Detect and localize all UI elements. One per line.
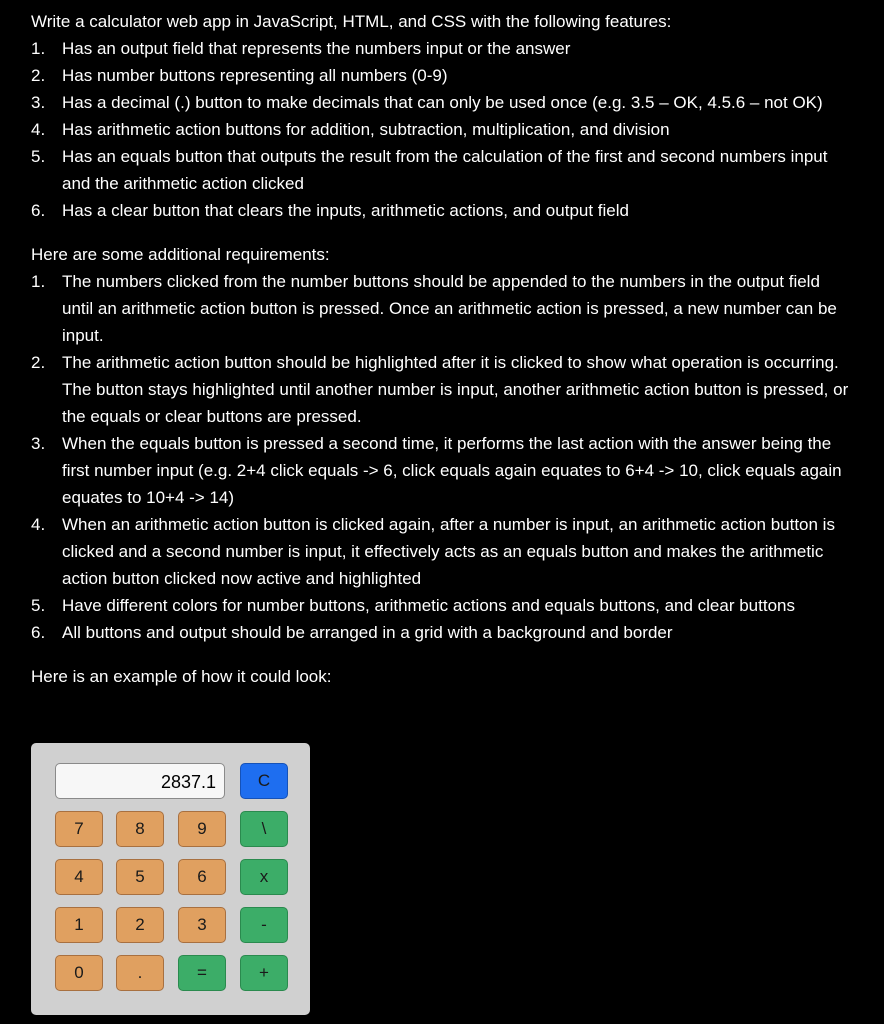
- prompt-document: [31, 8, 851, 690]
- list-text: Have different colors for number buttons, arithmetic actions and equals buttons, and clear buttons: [62, 596, 795, 615]
- list-number: 1.: [31, 272, 46, 291]
- list-item: [31, 511, 851, 592]
- decimal-button: .: [116, 955, 164, 991]
- list-item: [31, 35, 851, 62]
- clear-button: C: [240, 763, 288, 799]
- list-text: Has arithmetic action buttons for addition, subtraction, multiplication, and division: [62, 120, 670, 139]
- list-number: 5.: [31, 147, 46, 166]
- additional-list: [31, 268, 851, 646]
- digit-2-button: 2: [116, 907, 164, 943]
- list-number: 6.: [31, 201, 46, 220]
- list-text: Has an output field that represents the numbers input or the answer: [62, 39, 571, 58]
- list-text: The numbers clicked from the number buttons should be appended to the numbers in the output field until an arithmetic action button is pressed. Once an arithmetic action is pressed, a new number can be input.: [62, 272, 837, 345]
- list-item: [31, 430, 851, 511]
- list-number: 4.: [31, 515, 46, 534]
- list-text: The arithmetic action button should be highlighted after it is clicked to show what operation is occurring. The button stays highlighted until another number is input, another arithmetic action button is pressed, or the equals or clear buttons are pressed.: [62, 353, 849, 426]
- equals-button: =: [178, 955, 226, 991]
- list-text: When an arithmetic action button is clicked again, after a number is input, an arithmetic action button is clicked and a second number is input, it effectively acts as an equals button and makes the arithmetic action button clicked now active and highlighted: [62, 515, 835, 588]
- calculator-illustration: [31, 743, 310, 1015]
- digit-9-button: 9: [178, 811, 226, 847]
- calculator-display: 2837.1: [55, 763, 225, 799]
- list-item: [31, 143, 851, 197]
- example-heading: Here is an example of how it could look:: [31, 667, 332, 686]
- list-number: 6.: [31, 623, 46, 642]
- list-item: [31, 592, 851, 619]
- list-number: 3.: [31, 93, 46, 112]
- list-text: Has a clear button that clears the inputs, arithmetic actions, and output field: [62, 201, 629, 220]
- divide-button: \: [240, 811, 288, 847]
- subtract-button: -: [240, 907, 288, 943]
- list-item: [31, 62, 851, 89]
- digit-5-button: 5: [116, 859, 164, 895]
- list-number: 3.: [31, 434, 46, 453]
- list-item: [31, 619, 851, 646]
- list-text: Has number buttons representing all numbers (0-9): [62, 66, 448, 85]
- list-number: 4.: [31, 120, 46, 139]
- list-text: Has an equals button that outputs the result from the calculation of the first and second numbers input and the arithmetic action clicked: [62, 147, 828, 193]
- digit-6-button: 6: [178, 859, 226, 895]
- multiply-button: x: [240, 859, 288, 895]
- additional-heading: Here are some additional requirements:: [31, 245, 330, 264]
- list-number: 5.: [31, 596, 46, 615]
- list-item: [31, 268, 851, 349]
- digit-4-button: 4: [55, 859, 103, 895]
- list-text: All buttons and output should be arranged in a grid with a background and border: [62, 623, 673, 642]
- digit-3-button: 3: [178, 907, 226, 943]
- digit-0-button: 0: [55, 955, 103, 991]
- digit-7-button: 7: [55, 811, 103, 847]
- list-text: When the equals button is pressed a second time, it performs the last action with the answer being the first number input (e.g. 2+4 click equals -> 6, click equals again equates to 6+4 -> 10, click equals again equates to 10+4 -> 14): [62, 434, 842, 507]
- list-item: [31, 89, 851, 116]
- list-text: Has a decimal (.) button to make decimals that can only be used once (e.g. 3.5 – OK, 4.5.6 – not OK): [62, 93, 823, 112]
- digit-1-button: 1: [55, 907, 103, 943]
- add-button: +: [240, 955, 288, 991]
- list-number: 2.: [31, 353, 46, 372]
- list-item: [31, 197, 851, 224]
- list-number: 2.: [31, 66, 46, 85]
- list-number: 1.: [31, 39, 46, 58]
- intro-text: Write a calculator web app in JavaScript, HTML, and CSS with the following features:: [31, 12, 672, 31]
- digit-8-button: 8: [116, 811, 164, 847]
- list-item: [31, 116, 851, 143]
- list-item: [31, 349, 851, 430]
- features-list: [31, 35, 851, 224]
